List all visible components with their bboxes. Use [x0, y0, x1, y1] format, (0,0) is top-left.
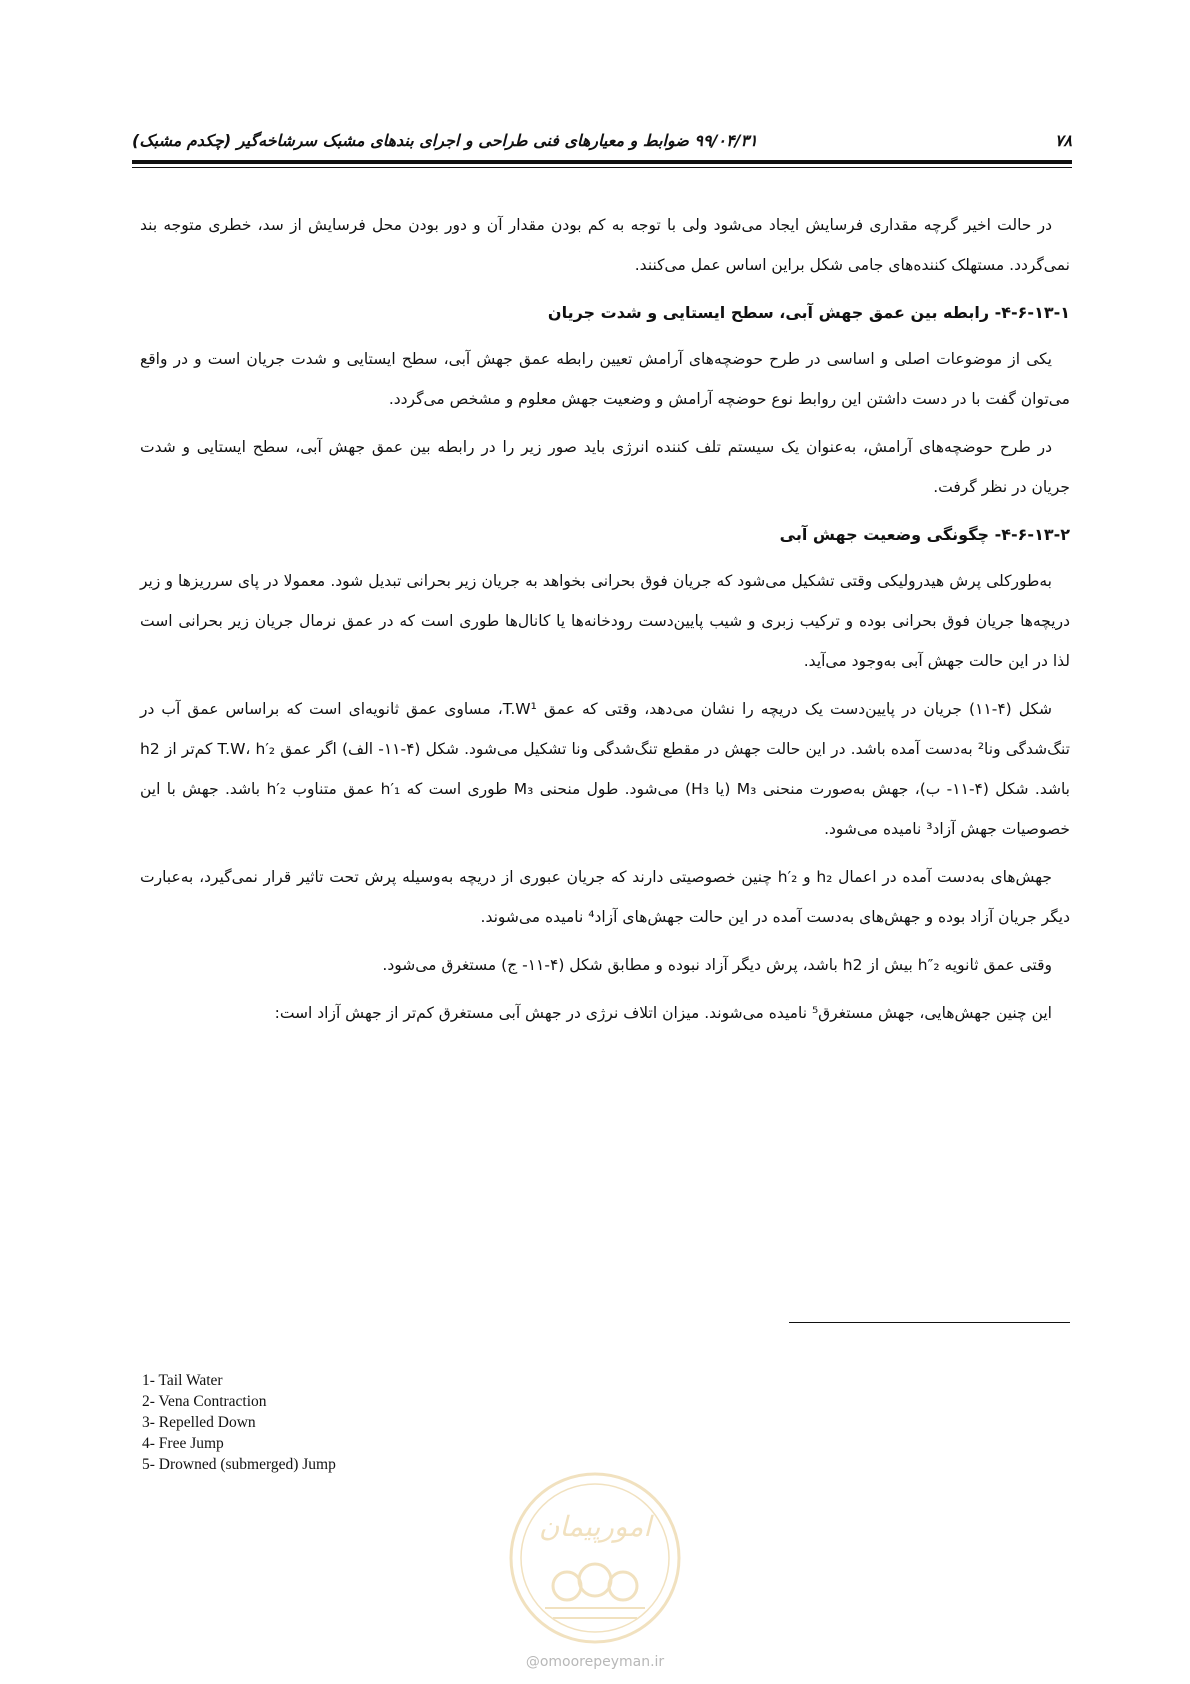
paragraph: جهش‌های به‌دست آمده در اعمال h₂ و h′₂ چنین خصوصیتی دارند که جریان عبوری از دریچه به‌وسیله پرش تحت تاثیر قرار نمی‌گیرد، به‌عبارت دیگر جریان آزاد بوده و جهش‌های به‌دست آمده در این حالت جهش‌های آزاد⁴ نامیده می‌شوند. — [140, 868, 1070, 926]
paragraph: این چنین جهش‌هایی، جهش مستغرق⁵ نامیده می‌شوند. میزان اتلاف نرژی در جهش آبی مستغرق کم‌تر از جهش آزاد است: — [274, 1004, 1052, 1022]
paragraph: به‌طورکلی پرش هیدرولیکی وقتی تشکیل می‌شود که جریان فوق بحرانی بخواهد به جریان زیر بحرانی تبدیل شود. معمولا در پای سرریزها و زیر دریچه‌ها جریان فوق بحرانی بوده و ترکیب زبری و شیب پایین‌دست رودخانه‌ها یا کانال‌ها طوری است که در عمق نرمال جریان زیر بحرانی است لذا در این حالت جهش آبی به‌وجود می‌آید. — [140, 572, 1070, 670]
paragraph: در حالت اخیر گرچه مقداری فرسایش ایجاد می‌شود ولی با توجه به کم بودن مقدار آن و دور بودن محل فرسایش از سد، خطری متوجه بند نمی‌گردد. مستهلک کننده‌های جامی شکل براین اساس عمل می‌کنند. — [140, 216, 1070, 274]
watermark-url: @omoorepeyman.ir — [525, 1654, 665, 1670]
watermark-logo-icon — [505, 1468, 685, 1648]
paragraph: وقتی عمق ثانویه h″₂ بیش از h2 باشد، پرش دیگر آزاد نبوده و مطابق شکل (۴-۱۱- ج) مستغرق می‌شود. — [382, 956, 1052, 974]
footnote-item: 5- Drowned (submerged) Jump — [142, 1456, 336, 1473]
page-number: ۷۸ — [1054, 130, 1072, 150]
section-heading: ۴-۶-۱۳-۲- چگونگی وضعیت جهش آبی — [779, 525, 1070, 544]
section-heading: ۴-۶-۱۳-۱- رابطه بین عمق جهش آبی، سطح ایستایی و شدت جریان — [547, 303, 1070, 322]
footnote-item: 3- Repelled Down — [142, 1414, 256, 1431]
header-rule-thick — [132, 160, 1072, 164]
page-header — [132, 126, 1072, 154]
svg-text:امورپیمان: امورپیمان — [538, 1510, 652, 1543]
footnote-separator — [789, 1322, 1070, 1323]
footnote-item: 1- Tail Water — [142, 1372, 223, 1389]
body-text — [140, 205, 1070, 1041]
footnote-item: 4- Free Jump — [142, 1435, 224, 1452]
paragraph: در طرح حوضچه‌های آرامش، به‌عنوان یک سیستم تلف کننده انرژی باید صور زیر را در رابطه بین عمق جهش آبی، سطح ایستایی و شدت جریان در نظر گرفت. — [140, 438, 1070, 496]
footnotes — [142, 1370, 542, 1475]
footnote-item: 2- Vena Contraction — [142, 1393, 267, 1410]
header-rule-thin — [132, 167, 1072, 168]
paragraph: یکی از موضوعات اصلی و اساسی در طرح حوضچه‌های آرامش تعیین رابطه عمق جهش آبی، سطح ایستایی و شدت جریان است و در واقع می‌توان گفت با در دست داشتن این روابط نوع حوضچه آرامش و وضعیت جهش معلوم و مشخص می‌گردد. — [140, 350, 1070, 408]
running-title: ۹۹/۰۴/۳۱ ضوابط و معیارهای فنی طراحی و اجرای بندهای مشبک سرشاخه‌گیر (چکدم مشبک) — [132, 130, 758, 150]
paragraph: شکل (۴-۱۱) جریان در پایین‌دست یک دریچه را نشان می‌دهد، وقتی که عمق T.W¹، مساوی عمق ثانویه‌ای است که براساس عمق آب در تنگ‌شدگی ونا² به‌دست آمده باشد. در این حالت جهش در مقطع تنگ‌شدگی ونا تشکیل می‌شود. شکل (۴-۱۱- الف) اگر عمق T.W، h′₂ کم‌تر از h2 باشد. شکل (۴-۱۱- ب)، جهش به‌صورت منحنی M₃ (یا H₃) می‌شود. طول منحنی M₃ طوری است که h′₁ عمق متناوب h′₂ باشد. جهش با این خصوصیات جهش آزاد³ نامیده می‌شود. — [140, 700, 1070, 838]
